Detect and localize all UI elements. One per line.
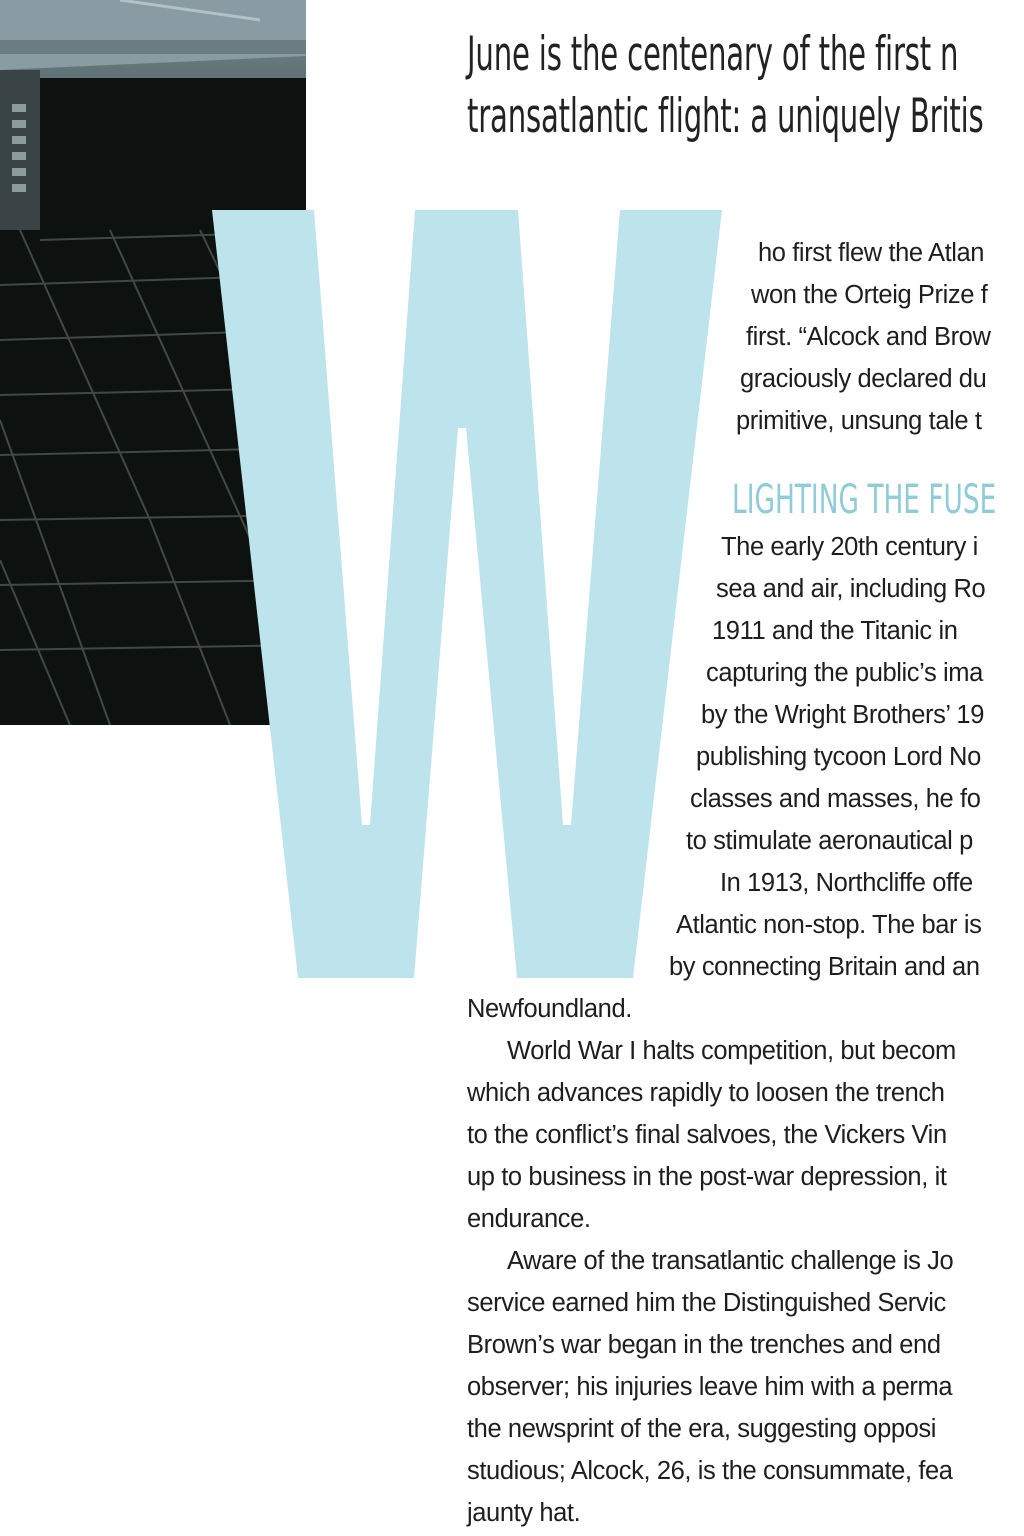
body-line: endurance.: [467, 1205, 591, 1233]
body-line: Aware of the transatlantic challenge is Jo: [507, 1247, 954, 1275]
section-line: The early 20th century i: [721, 533, 978, 561]
section-line: sea and air, including Ro: [716, 575, 986, 603]
body-line: observer; his injuries leave him with a perma: [467, 1373, 953, 1401]
section-line: by connecting Britain and an: [669, 953, 980, 981]
intro-line: first. “Alcock and Brow: [746, 323, 991, 351]
body-line: the newsprint of the era, suggesting opposi: [467, 1415, 937, 1443]
section-line: capturing the public’s ima: [706, 659, 983, 687]
body-line: jaunty hat.: [467, 1499, 581, 1527]
drop-cap-w: [212, 210, 722, 978]
intro-line: ho first flew the Atlan: [758, 239, 985, 267]
intro-line: won the Orteig Prize f: [751, 281, 988, 309]
section-line: Atlantic non-stop. The bar is: [676, 911, 982, 939]
section-line: classes and masses, he fo: [690, 785, 981, 813]
section-subhead: LIGHTING THE FUSE: [732, 477, 997, 523]
body-line: to the conflict’s final salvoes, the Vickers Vin: [467, 1121, 947, 1149]
section-line: by the Wright Brothers’ 19: [701, 701, 984, 729]
body-line: which advances rapidly to loosen the trench: [467, 1079, 945, 1107]
intro-line: primitive, unsung tale t: [736, 407, 982, 435]
section-line: to stimulate aeronautical p: [686, 827, 973, 855]
section-line: In 1913, Northcliffe offe: [720, 869, 973, 897]
section-line: 1911 and the Titanic in: [712, 617, 958, 645]
standfirst-line: transatlantic flight: a uniquely Britis: [467, 89, 984, 144]
section-line: publishing tycoon Lord No: [696, 743, 981, 771]
body-line: studious; Alcock, 26, is the consummate, fea: [467, 1457, 953, 1485]
body-line: up to business in the post-war depression, it: [467, 1163, 947, 1191]
drop-cap-letter: [212, 210, 722, 978]
body-line: Brown’s war began in the trenches and end: [467, 1331, 941, 1359]
body-line: World War I halts competition, but becom: [507, 1037, 956, 1065]
body-line: service earned him the Distinguished Servic: [467, 1289, 946, 1317]
standfirst: [467, 24, 984, 148]
standfirst-line: June is the centenary of the first n: [467, 27, 959, 82]
body-line: Newfoundland.: [467, 995, 632, 1023]
intro-line: graciously declared du: [740, 365, 987, 393]
